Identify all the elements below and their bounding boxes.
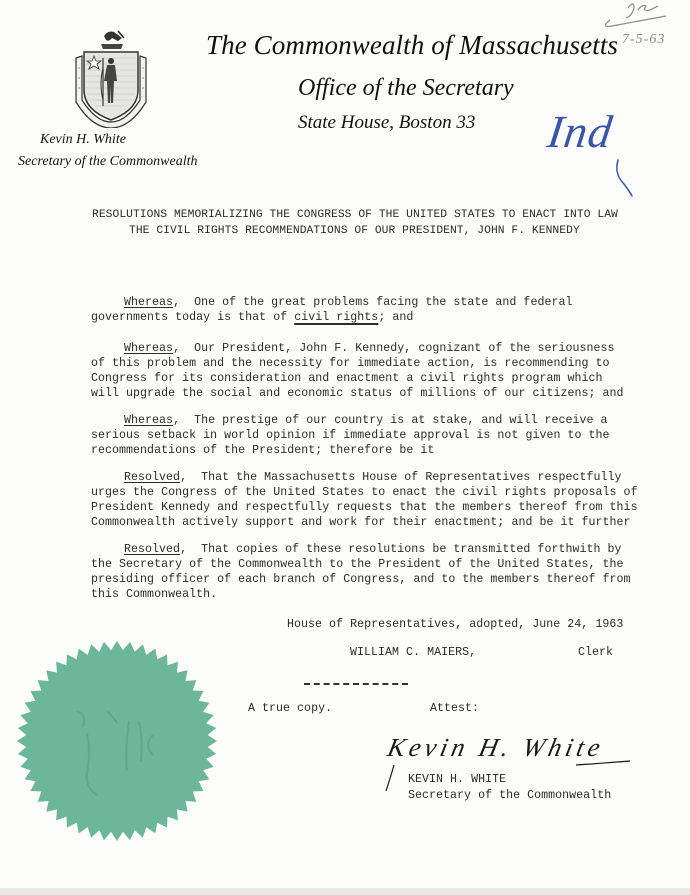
clerk-name: WILLIAM C. MAIERS, [350,646,477,659]
pencil-date-annotation: 7-5-63 [622,32,666,47]
resolution-heading-line-2: THE CIVIL RIGHTS RECOMMENDATIONS OF OUR PRESIDENT, JOHN F. KENNEDY [129,225,580,237]
keyword-whereas: Whereas [124,296,174,309]
blue-ink-initials: Ind [544,106,616,157]
page-edge [0,888,690,895]
letterhead-office: Office of the Secretary [298,75,514,101]
handwritten-signature: Kevin H. White [385,733,607,762]
adoption-statement: House of Representatives, adopted, June 24, 1963 [287,618,624,631]
resolution-heading-line-1: RESOLUTIONS MEMORIALIZING THE CONGRESS OF THE UNITED STATES TO ENACT INTO LAW [92,209,618,221]
seal-starburst [17,641,217,841]
keyword-whereas: Whereas [124,342,174,355]
letterhead-title: The Commonwealth of Massachusetts [206,30,619,60]
embossed-seal [16,640,218,842]
civil-rights-underlined: civil rights [294,311,379,324]
secretary-name: Kevin H. White [40,132,126,147]
pencil-initials-annotation [600,0,690,30]
blue-ink-tail [600,158,640,198]
secretary-title: Secretary of the Commonwealth [18,154,198,169]
keyword-whereas: Whereas [124,414,174,427]
paragraph-whereas-3: Whereas, The prestige of our country is at stake, and will receive a serious setback in world opinion if immediate approval is not given to the recommendations of the President; therefore be it [91,414,610,457]
keyword-resolved: Resolved [124,471,181,484]
letterhead-address: State House, Boston 33 [298,112,476,133]
true-copy-label: A true copy. [248,702,333,715]
separator-rule [304,683,408,685]
paragraph-resolved-2: Resolved, That copies of these resolutions be transmitted forthwith by the Secretary of the Commonwealth to the President of the United States, the presiding officer of each branch of Congress, and to the members thereof from this Commonwealth. [91,543,631,601]
keyword-resolved: Resolved [124,543,181,556]
paragraph-whereas-2: Whereas, Our President, John F. Kennedy, cognizant of the seriousness of this problem and the necessity for immediate action, is recommending to Congress for its consideration and enactment a civil rights program which will upgrade the social and economic status of millions of our citizens; and [91,342,624,400]
coat-of-arms-icon [66,28,156,128]
paragraph-resolved-1: Resolved, That the Massachusetts House of Representatives respectfully urges the Congress of the United States to enact the civil rights proposals of President Kennedy and respectfully requests that the members thereof from this Commonwealth actively support and work for their enactment; and be it further [91,471,638,529]
signer-title: Secretary of the Commonwealth [408,789,612,802]
paragraph-whereas-1: Whereas, One of the great problems facing the state and federal governments today is that of civil rights; and [91,296,573,324]
clerk-title: Clerk [578,646,614,659]
signer-name: KEVIN H. WHITE [408,773,507,786]
attest-label: Attest: [430,702,480,715]
